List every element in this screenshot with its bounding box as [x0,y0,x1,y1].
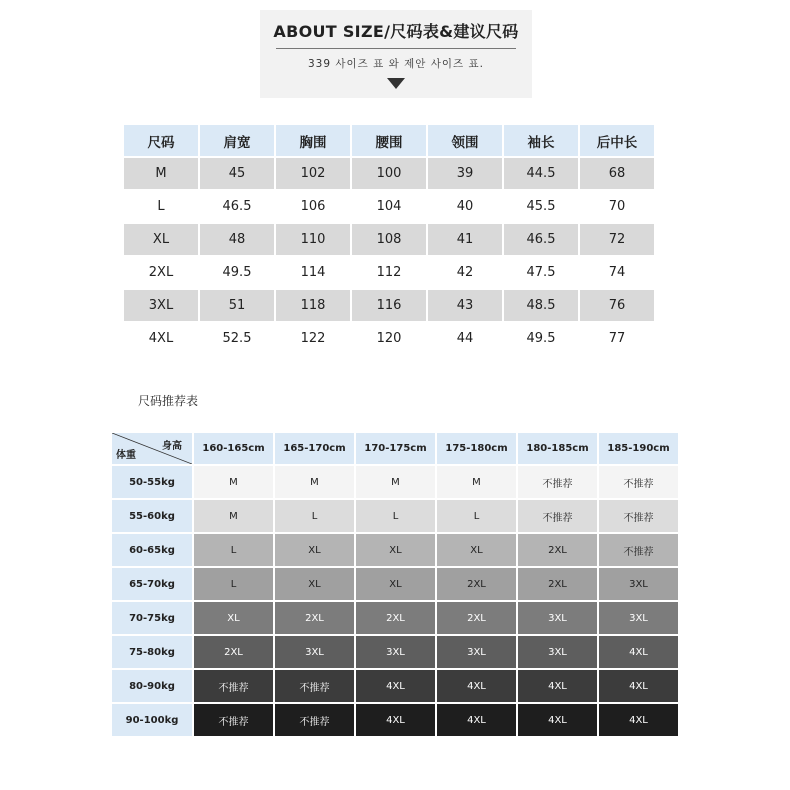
weight-row [112,500,678,532]
down-triangle-icon [387,78,405,89]
recommended-size-cell: 4XL [599,704,678,736]
measurement-cell: 40 [428,191,502,222]
height-range-header: 165-170cm [275,433,354,464]
recommended-size-cell: M [194,500,273,532]
recommended-size-cell: L [194,534,273,566]
recommended-size-cell: 4XL [518,670,597,702]
corner-cell [112,433,192,464]
recommended-size-cell: 3XL [518,602,597,634]
title-divider [276,48,516,49]
recommended-size-cell: 4XL [599,636,678,668]
measurement-cell: 47.5 [504,257,578,288]
weight-row [112,636,678,668]
measurement-cell: 68 [580,158,654,189]
measurement-cell: 122 [276,323,350,354]
recommended-size-cell: M [437,466,516,498]
recommended-size-cell: 3XL [437,636,516,668]
measurement-cell: 104 [352,191,426,222]
size-label-cell: 3XL [124,290,198,321]
recommended-size-cell: 不推荐 [599,466,678,498]
measurement-cell: 108 [352,224,426,255]
size-chart-header-row [124,125,654,156]
weight-range-cell: 55-60kg [112,500,192,532]
recommended-size-cell: 不推荐 [194,704,273,736]
recommended-size-cell: XL [356,568,435,600]
measurement-cell: 49.5 [504,323,578,354]
weight-range-cell: 70-75kg [112,602,192,634]
height-axis-label: 身高 [162,441,182,452]
recommended-size-cell: 2XL [275,602,354,634]
size-recommendation-table [110,431,680,738]
size-chart-row [124,257,654,288]
measurement-cell: 39 [428,158,502,189]
height-range-header: 160-165cm [194,433,273,464]
recommended-size-cell: 2XL [437,568,516,600]
measurement-cell: 77 [580,323,654,354]
measurement-cell: 72 [580,224,654,255]
size-label-cell: M [124,158,198,189]
recommended-size-cell: XL [194,602,273,634]
measurement-cell: 46.5 [200,191,274,222]
header-waist: 腰围 [352,125,426,156]
height-range-header: 175-180cm [437,433,516,464]
measurement-cell: 48.5 [504,290,578,321]
header-chest: 胸围 [276,125,350,156]
size-chart-row [124,191,654,222]
recommended-size-cell: 3XL [599,568,678,600]
recommended-size-cell: M [194,466,273,498]
measurement-cell: 42 [428,257,502,288]
recommended-size-cell: L [275,500,354,532]
measurement-cell: 45 [200,158,274,189]
weight-range-cell: 80-90kg [112,670,192,702]
recommended-size-cell: 不推荐 [275,704,354,736]
recommended-size-cell: 3XL [599,602,678,634]
height-range-header: 170-175cm [356,433,435,464]
size-chart-row [124,224,654,255]
weight-row [112,568,678,600]
recommended-size-cell: 不推荐 [599,500,678,532]
measurement-cell: 102 [276,158,350,189]
weight-row [112,704,678,736]
measurement-cell: 52.5 [200,323,274,354]
recommended-size-cell: M [275,466,354,498]
measurement-cell: 106 [276,191,350,222]
size-chart-row [124,323,654,354]
weight-row [112,534,678,566]
size-label-cell: 4XL [124,323,198,354]
recommended-size-cell: L [437,500,516,532]
weight-range-cell: 90-100kg [112,704,192,736]
page-title: ABOUT SIZE/尺码表&建议尺码 [273,22,519,41]
recommended-size-cell: XL [356,534,435,566]
header-sleeve: 袖长 [504,125,578,156]
measurement-cell: 44.5 [504,158,578,189]
height-range-header: 185-190cm [599,433,678,464]
recommended-size-cell: 4XL [437,670,516,702]
recommended-size-cell: 2XL [356,602,435,634]
weight-range-cell: 65-70kg [112,568,192,600]
measurement-cell: 48 [200,224,274,255]
weight-row [112,466,678,498]
recommended-size-cell: 不推荐 [518,466,597,498]
recommended-size-cell: 不推荐 [599,534,678,566]
recommended-size-cell: 4XL [518,704,597,736]
recommended-size-cell: 不推荐 [518,500,597,532]
recommended-size-cell: 2XL [194,636,273,668]
measurement-cell: 43 [428,290,502,321]
header-collar: 领围 [428,125,502,156]
header-size: 尺码 [124,125,198,156]
recommended-size-cell: 不推荐 [194,670,273,702]
measurement-cell: 116 [352,290,426,321]
measurement-cell: 110 [276,224,350,255]
page-subtitle: 339 사이즈 표 와 제안 사이즈 표. [308,58,484,70]
measurement-cell: 100 [352,158,426,189]
recommended-size-cell: 4XL [599,670,678,702]
recommended-size-cell: 2XL [518,534,597,566]
measurement-cell: 120 [352,323,426,354]
weight-range-cell: 75-80kg [112,636,192,668]
weight-range-cell: 60-65kg [112,534,192,566]
measurement-cell: 70 [580,191,654,222]
size-label-cell: XL [124,224,198,255]
recommended-size-cell: XL [275,534,354,566]
measurement-cell: 46.5 [504,224,578,255]
weight-range-cell: 50-55kg [112,466,192,498]
measurement-cell: 118 [276,290,350,321]
recommended-size-cell: 2XL [518,568,597,600]
size-label-cell: L [124,191,198,222]
measurement-cell: 74 [580,257,654,288]
weight-row [112,602,678,634]
recommended-size-cell: M [356,466,435,498]
measurement-cell: 76 [580,290,654,321]
header-back-length: 后中长 [580,125,654,156]
size-chart-row [124,158,654,189]
weight-row [112,670,678,702]
recommendation-caption: 尺码推荐表 [138,394,199,408]
measurement-cell: 112 [352,257,426,288]
measurement-cell: 44 [428,323,502,354]
recommended-size-cell: L [356,500,435,532]
header-banner [260,10,532,98]
size-chart-row [124,290,654,321]
measurement-cell: 41 [428,224,502,255]
recommended-size-cell: 2XL [437,602,516,634]
weight-axis-label: 体重 [116,450,136,461]
height-header-row [112,433,678,464]
recommended-size-cell: 4XL [356,704,435,736]
height-range-header: 180-185cm [518,433,597,464]
measurement-cell: 114 [276,257,350,288]
recommended-size-cell: 4XL [437,704,516,736]
recommended-size-cell: 3XL [275,636,354,668]
recommended-size-cell: XL [437,534,516,566]
recommended-size-cell: 不推荐 [275,670,354,702]
measurement-cell: 51 [200,290,274,321]
size-label-cell: 2XL [124,257,198,288]
measurement-cell: 45.5 [504,191,578,222]
size-chart-table [122,123,656,356]
measurement-cell: 49.5 [200,257,274,288]
recommended-size-cell: XL [275,568,354,600]
recommended-size-cell: 4XL [356,670,435,702]
header-shoulder: 肩宽 [200,125,274,156]
recommended-size-cell: 3XL [356,636,435,668]
recommended-size-cell: L [194,568,273,600]
recommended-size-cell: 3XL [518,636,597,668]
